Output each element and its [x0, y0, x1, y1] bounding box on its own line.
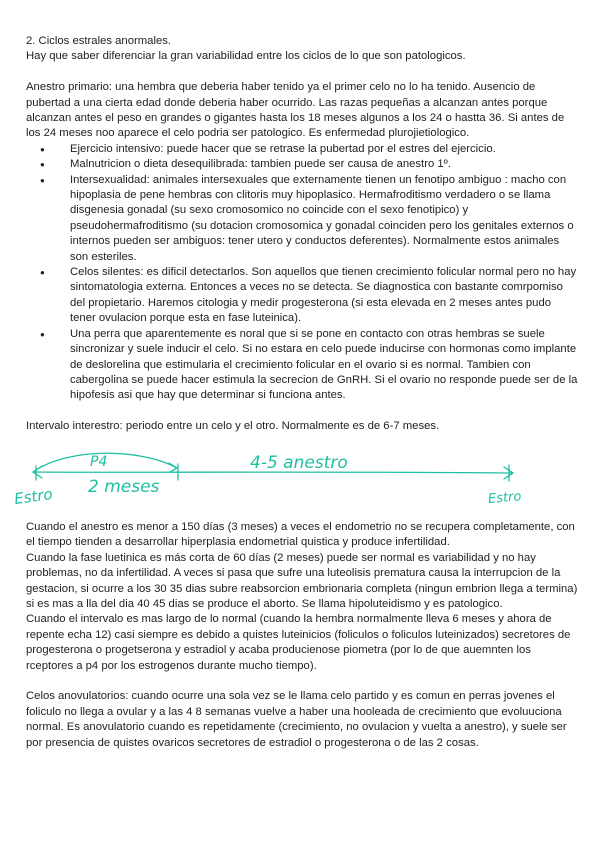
- list-item: ● Malnutricion o dieta desequilibrada: tambien puede ser causa de anestro 1º.: [26, 157, 578, 172]
- section-heading: 2. Ciclos estrales anormales.: [26, 35, 172, 47]
- estro-right-label: Estro: [487, 489, 523, 508]
- anestro-primario-paragraph: Anestro primario: una hembra que deberia haber tenido ya el primer celo no lo ha tenido. Ausencio de pubertad a una cierta edad donde deberia haber ocurrido. Las razas pequeñas a alcanzan antes porque alcanzan antes el peso en grandes o gigantes hasta los 18 meses algunos a los 24 o hastta 36. Si antes de los 24 meses noo aparece el celo podria ser patologico. Es enfermedad plurojietiologico.: [26, 81, 565, 140]
- list-item: ● Intersexualidad: animales intersexuales que externamente tienen un fenotipo ambiguo : macho con hipoplasia de pene hembras con clitoris muy hipoplasico. Hermafroditismo verdadero o se llama disgenesia gonadal (su sexo cromosomico no coincide con el sexo fenotipico) y pseudohermafroditismo (su dotacion cromosomica y gonadal coinciden pero los genitales externos o internos pueden ser ambiguos: tener utero y conductos deferentes). Normalmente estos animales son esteriles.: [26, 173, 578, 265]
- causes-list: [26, 142, 578, 404]
- two-months-label: 2 meses: [88, 477, 160, 497]
- celos-anovulatorios-paragraph: Celos anovulatorios: cuando ocurre una sola vez se le llama celo partido y es comun en perras jovenes el foliculo no llega a ovular y a las 4 8 semanas vuelve a haber una hooleada de crecimiento que evoluuciona normal. Es anovulatorio cuando es repetidamente (crecimiento, no ovulacion y vuelta a anestro), y suele ser por presencia de quistes ovaricos secretores de estradiol o progesterona o de las 2 cosas.: [26, 690, 567, 749]
- list-item: ● Ejercicio intensivo: puede hacer que se retrase la pubertad por el estres del ejercicio.: [26, 142, 578, 157]
- top-text-block: [26, 34, 578, 435]
- intervalo-largo-paragraph: Cuando el intervalo es mas largo de lo normal (cuando la hembra normalmente lleva 6 meses y ahora de repente echa 12) casi siempre es debido a quistes luteinicios (foliculos o foliculos luteinizados) secretores de progesterona o progetserona y estradiol y acaba producienose piometra (por lo de que auemnten los rceptores a p4 por los estrogenos durante mucho tiempo).: [26, 613, 571, 672]
- fase-luteinica-paragraph: Cuando la fase luetinica es más corta de 60 días (2 meses) puede ser normal es variabilidad y no hay problemas, no da infertilidad. A veces si pasa que sufre una luteolisis prematura causa la interrupcion de la gestacion, si ocurre a los 30 35 dias subre reabsorcion embrionaria completa (ningun embrion llega a termina) si es mas a lla del dia 40 45 dias se produce el aborto. Se llama hipoluteidismo y es patologico.: [26, 551, 578, 611]
- anestro-corto-paragraph: Cuando el anestro es menor a 150 días (3 meses) a veces el endometrio no se recupera completamente, con el tiempo tienden a desarrollar hiperplasia endometrial quistica y produce infertilidad.: [26, 521, 575, 549]
- list-item: ● Una perra que aparentemente es noral que si se pone en contacto con otras hembras se suele sincronizar y suele inducir el celo. Si no estara en celo puede inducirse con hormonas como implante de deslorelina que estimularia el crecimiento folicular en el ovario si es normal. Tambien con cabergolina se puede hacer estimula la secrecion de GnRH. Si el ovario no responde puede ser de la hipofesis asi que hay que determinar si funciona antes.: [26, 327, 578, 404]
- estro-left-label: Estro: [13, 484, 54, 509]
- p4-arc-arrow: [169, 463, 177, 472]
- handwritten-timeline-sketch: [0, 436, 600, 516]
- anestro-label: 4-5 anestro: [250, 453, 348, 473]
- p4-label: P4: [90, 454, 108, 470]
- bottom-text-block: [26, 520, 578, 751]
- intro-paragraph: Hay que saber diferenciar la gran variabilidad entre los ciclos de lo que son patologicos.: [26, 50, 466, 63]
- list-item: ● Celos silentes: es dificil detectarlos. Son aquellos que tienen crecimiento folicular normal pero no hay sintomatologia externa. Entonces a veces no se detecta. Se diagnostica con bastante comrpomiso del propietario. Haremos citologia y medir progesterona (si esta elevada en 2 meses antes pudo tener ovulacion porque esta en fase luteinica).: [26, 265, 578, 327]
- intervalo-paragraph: Intervalo interestro: periodo entre un celo y el otro. Normalmente es de 6-7 meses.: [26, 420, 440, 433]
